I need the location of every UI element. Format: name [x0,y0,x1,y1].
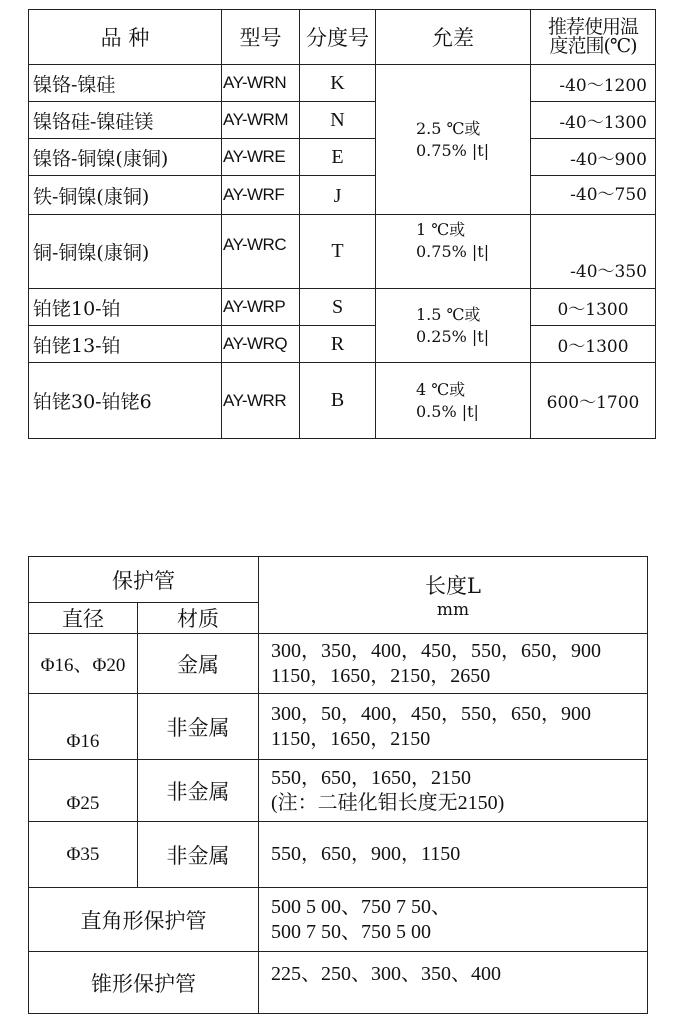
variety-cell: 铁-铜镍(康铜) [29,176,222,215]
table-row [29,952,648,1014]
header-tolerance: 允差 [376,10,531,65]
tolerance-cell [376,363,531,439]
length-line2: 500 7 50、750 5 00 [271,920,431,943]
length-cell [259,694,648,760]
header-model: 型号 [222,10,300,65]
thermocouple-table [28,9,656,439]
protection-tube-table [28,556,648,1014]
variety-cell: 铂铑10-铂 [29,289,222,326]
table-row [29,760,648,822]
division-cell: E [300,139,376,176]
table-row [29,176,656,215]
header-range [531,10,656,65]
model-cell: AY-WRP [222,289,300,326]
range-cell: 600～1700 [531,363,656,439]
variety-cell: 铂铑30-铂铑6 [29,363,222,439]
variety-cell: 铂铑13-铂 [29,326,222,363]
table-header-row [29,557,648,603]
range-cell: 0～1300 [531,326,656,363]
length-line1: 550，650，1650，2150 [271,766,471,789]
variety-cell: 镍铬硅-镍硅镁 [29,102,222,139]
table-row [29,888,648,952]
range-cell: 0～1300 [531,289,656,326]
material-cell: 非金属 [138,822,259,888]
model-cell: AY-WRR [222,363,300,439]
length-cell [259,952,648,1014]
material-cell: 非金属 [138,760,259,822]
length-line1: 225、250、300、350、400 [271,963,501,985]
tolerance-line1: 1.5 ℃或 [416,304,481,324]
table-row [29,102,656,139]
table-row [29,139,656,176]
header-length [259,557,648,634]
tolerance-line2: 0.5% |t| [416,401,479,421]
tolerance-line2: 0.75% |t| [416,140,490,160]
length-cell [259,634,648,694]
table-row [29,65,656,102]
model-cell: AY-WRE [222,139,300,176]
tolerance-line2: 0.75% |t| [416,242,490,261]
table-row [29,822,648,888]
header-range-line2: 度范围(℃) [549,35,637,57]
diameter-cell: Φ25 [29,760,138,822]
length-cell [259,888,648,952]
tolerance-line1: 1 ℃或 [416,220,466,239]
table-row [29,363,656,439]
header-material: 材质 [138,603,259,634]
header-protection-tube: 保护管 [29,557,259,603]
table-row [29,326,656,363]
range-cell: -40～1200 [531,65,656,102]
cone-label: 锥形保护管 [29,952,259,1014]
length-line2: 1150，1650，2150 [271,727,431,750]
diameter-cell: Φ35 [29,822,138,888]
division-cell: K [300,65,376,102]
header-length-unit: mm [436,600,470,620]
division-cell: R [300,326,376,363]
table-row [29,634,648,694]
length-cell [259,760,648,822]
table-header-row [29,10,656,65]
table-row [29,289,656,326]
model-cell: AY-WRM [222,102,300,139]
range-cell: -40～350 [531,215,656,289]
variety-cell: 铜-铜镍(康铜) [29,215,222,289]
range-cell: -40～750 [531,176,656,215]
model-cell: AY-WRF [222,176,300,215]
header-range-line1: 推荐使用温 [547,16,638,38]
model-cell: AY-WRC [222,215,300,289]
model-cell: AY-WRN [222,65,300,102]
tolerance-line1: 4 ℃或 [416,379,466,399]
division-cell: B [300,363,376,439]
tolerance-line1: 2.5 ℃或 [416,118,481,138]
right-angle-label: 直角形保护管 [29,888,259,952]
division-cell: J [300,176,376,215]
diameter-cell: Φ16 [29,694,138,760]
length-line1: 550，650，900，1150 [271,843,461,865]
variety-cell: 镍铬-镍硅 [29,65,222,102]
tolerance-cell [376,215,531,289]
tolerance-cell [376,65,531,215]
material-cell: 非金属 [138,694,259,760]
table-row [29,215,656,289]
length-cell [259,822,648,888]
table-row [29,694,648,760]
division-cell: T [300,215,376,289]
header-division: 分度号 [300,10,376,65]
tolerance-line2: 0.25% |t| [416,326,490,346]
variety-cell: 镍铬-铜镍(康铜) [29,139,222,176]
division-cell: S [300,289,376,326]
length-line2: (注：二硅化钼长度无2150) [271,791,505,814]
header-variety: 品 种 [29,10,222,65]
range-cell: -40～1300 [531,102,656,139]
division-cell: N [300,102,376,139]
material-cell: 金属 [138,634,259,694]
diameter-cell: Φ16、Φ20 [29,634,138,694]
header-diameter: 直径 [29,603,138,634]
length-line1: 500 5 00、750 7 50、 [271,895,451,918]
length-line1: 300，350，400，450，550，650，900 [271,639,601,662]
tolerance-cell [376,289,531,363]
range-cell: -40～900 [531,139,656,176]
length-line2: 1150，1650，2150，2650 [271,664,491,687]
model-cell: AY-WRQ [222,326,300,363]
length-line1: 300，50，400，450，550，650，900 [271,702,591,725]
header-length-label: 长度L [425,574,481,598]
